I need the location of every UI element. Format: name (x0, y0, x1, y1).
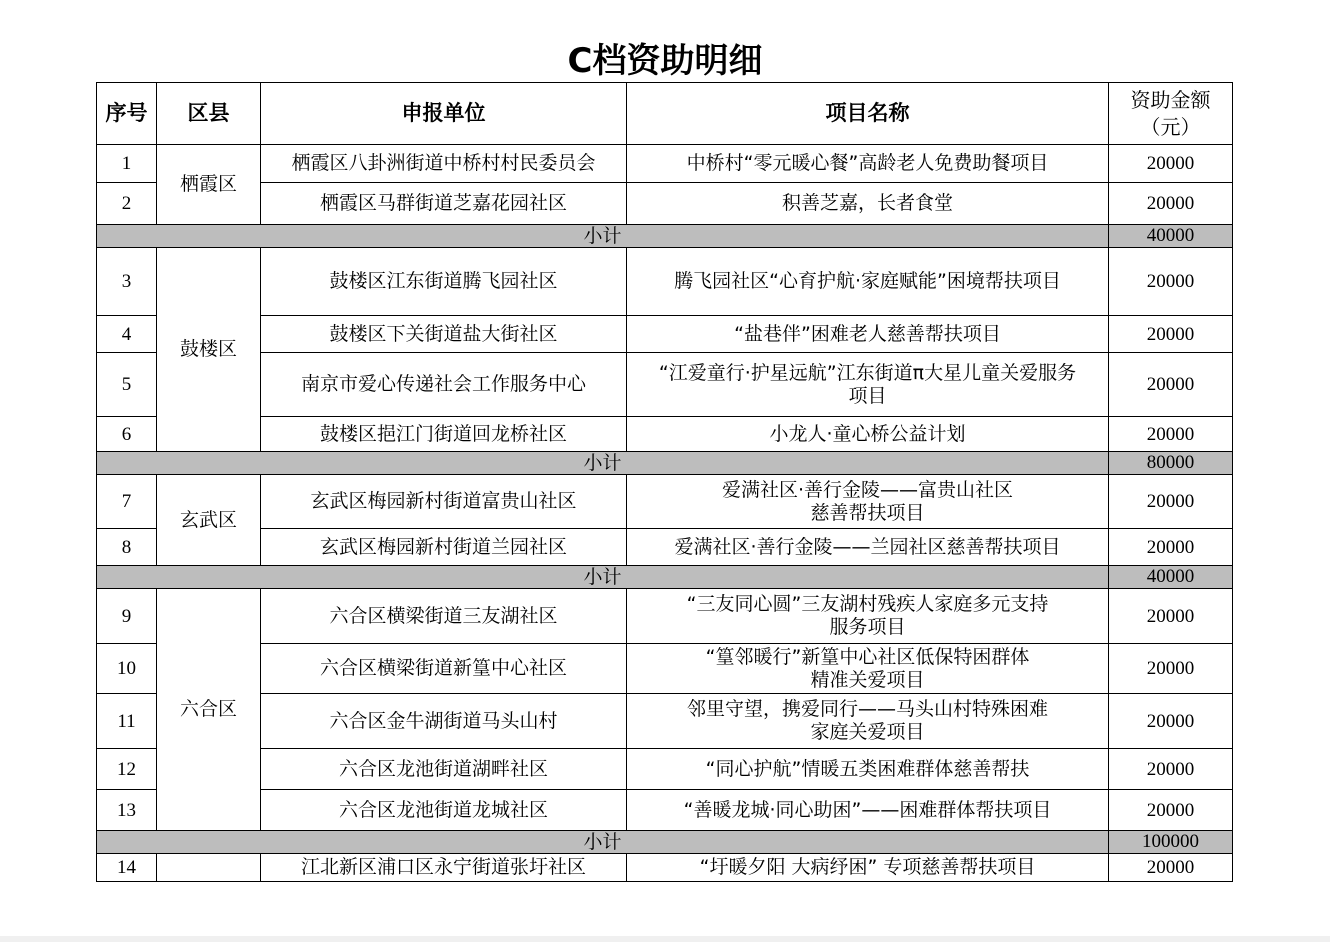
unit-cell: 江北新区浦口区永宁街道张圩社区 (261, 854, 627, 882)
district-cell (157, 854, 261, 882)
table-body (97, 145, 1233, 882)
unit-cell: 六合区横梁街道新篁中心社区 (261, 644, 627, 694)
amount-cell: 20000 (1109, 694, 1233, 749)
project-cell (627, 183, 1109, 225)
project-cell (627, 644, 1109, 694)
subtotal-row (97, 566, 1233, 589)
project-line: 爱满社区·善行金陵——兰园社区慈善帮扶项目 (674, 535, 1061, 558)
subtotal-label: 小计 (97, 452, 1109, 475)
project-line: 慈善帮扶项目 (810, 501, 925, 524)
district-cell: 鼓楼区 (157, 248, 261, 452)
row-index: 8 (97, 529, 157, 566)
amount-cell: 20000 (1109, 749, 1233, 790)
project-line: “三友同心圆”三友湖村残疾人家庭多元支持 (686, 593, 1049, 615)
unit-cell: 南京市爱心传递社会工作服务中心 (261, 353, 627, 417)
row-index: 6 (97, 417, 157, 452)
page-bottom-band (0, 936, 1330, 942)
table-row (97, 316, 1233, 353)
project-cell (627, 475, 1109, 529)
amount-cell: 20000 (1109, 145, 1233, 183)
project-line: “圩暖夕阳 大病纾困” 专项慈善帮扶项目 (699, 856, 1036, 878)
project-line: 中桥村“零元暖心餐”高龄老人免费助餐项目 (686, 152, 1049, 174)
amount-cell: 20000 (1109, 248, 1233, 316)
project-cell (627, 248, 1109, 316)
project-line: “盐巷伴”困难老人慈善帮扶项目 (734, 322, 1001, 345)
row-index: 1 (97, 145, 157, 183)
subtotal-amount: 40000 (1109, 566, 1233, 589)
project-line: 邻里守望，携爱同行——马头山村特殊困难 (686, 698, 1048, 720)
unit-cell: 鼓楼区挹江门街道回龙桥社区 (261, 417, 627, 452)
project-line: 积善芝嘉，长者食堂 (781, 192, 953, 214)
row-index: 10 (97, 644, 157, 694)
project-line: 腾飞园社区“心育护航·家庭赋能”困境帮扶项目 (674, 270, 1061, 292)
header-index: 序号 (97, 83, 157, 145)
page-title: C档资助明细 (567, 41, 763, 81)
header-amount-line2: （元） (1140, 114, 1201, 139)
district-cell: 六合区 (157, 589, 261, 831)
grant-detail-table (96, 82, 1233, 882)
subtotal-amount: 100000 (1109, 831, 1233, 854)
unit-cell: 六合区龙池街道湖畔社区 (261, 749, 627, 790)
project-line: 精准关爱项目 (810, 668, 925, 691)
unit-cell: 栖霞区马群街道芝嘉花园社区 (261, 183, 627, 225)
unit-cell: 玄武区梅园新村街道兰园社区 (261, 529, 627, 566)
project-cell (627, 529, 1109, 566)
project-cell (627, 417, 1109, 452)
row-index: 7 (97, 475, 157, 529)
project-cell (627, 749, 1109, 790)
amount-cell: 20000 (1109, 790, 1233, 831)
project-line: “同心护航”情暖五类困难群体慈善帮扶 (705, 757, 1030, 780)
amount-cell: 20000 (1109, 417, 1233, 452)
row-index: 13 (97, 790, 157, 831)
amount-cell: 20000 (1109, 529, 1233, 566)
header-row (97, 83, 1233, 145)
subtotal-amount: 80000 (1109, 452, 1233, 475)
subtotal-label: 小计 (97, 566, 1109, 589)
project-cell (627, 353, 1109, 417)
unit-cell: 栖霞区八卦洲街道中桥村村民委员会 (261, 145, 627, 183)
project-line: 家庭关爱项目 (810, 721, 925, 743)
row-index: 2 (97, 183, 157, 225)
subtotal-amount: 40000 (1109, 225, 1233, 248)
table-row (97, 790, 1233, 831)
row-index: 9 (97, 589, 157, 644)
header-unit: 申报单位 (261, 83, 627, 145)
amount-cell: 20000 (1109, 316, 1233, 353)
row-index: 12 (97, 749, 157, 790)
row-index: 11 (97, 694, 157, 749)
table-row (97, 475, 1233, 529)
project-cell (627, 854, 1109, 882)
unit-cell: 鼓楼区下关街道盐大街社区 (261, 316, 627, 353)
amount-cell: 20000 (1109, 644, 1233, 694)
table-row (97, 529, 1233, 566)
table-row (97, 417, 1233, 452)
amount-cell: 20000 (1109, 183, 1233, 225)
row-index: 3 (97, 248, 157, 316)
project-line: 项目 (848, 384, 887, 407)
amount-cell: 20000 (1109, 475, 1233, 529)
project-line: “篁邻暖行”新篁中心社区低保特困群体 (705, 645, 1030, 668)
amount-cell: 20000 (1109, 353, 1233, 417)
header-district: 区县 (157, 83, 261, 145)
project-cell (627, 145, 1109, 183)
table-row (97, 749, 1233, 790)
project-cell (627, 589, 1109, 644)
table-row (97, 248, 1233, 316)
header-amount (1109, 83, 1233, 145)
amount-cell: 20000 (1109, 589, 1233, 644)
unit-cell: 鼓楼区江东街道腾飞园社区 (261, 248, 627, 316)
unit-cell: 玄武区梅园新村街道富贵山社区 (261, 475, 627, 529)
table-row (97, 589, 1233, 644)
header-project: 项目名称 (627, 83, 1109, 145)
project-line: 服务项目 (829, 616, 906, 638)
row-index: 4 (97, 316, 157, 353)
unit-cell: 六合区金牛湖街道马头山村 (261, 694, 627, 749)
amount-cell: 20000 (1109, 854, 1233, 882)
district-cell: 玄武区 (157, 475, 261, 566)
table-row (97, 694, 1233, 749)
district-cell: 栖霞区 (157, 145, 261, 225)
subtotal-label: 小计 (97, 831, 1109, 854)
project-cell (627, 694, 1109, 749)
project-line: “江爱童行·护星远航”江东街道π大星儿童关爱服务 (658, 361, 1077, 384)
table-row (97, 854, 1233, 882)
subtotal-row (97, 831, 1233, 854)
project-line: “善暖龙城·同心助困”——困难群体帮扶项目 (683, 798, 1052, 821)
subtotal-label: 小计 (97, 225, 1109, 248)
row-index: 5 (97, 353, 157, 417)
subtotal-row (97, 225, 1233, 248)
project-cell (627, 790, 1109, 831)
unit-cell: 六合区龙池街道龙城社区 (261, 790, 627, 831)
table-row (97, 145, 1233, 183)
table-row (97, 353, 1233, 417)
table-row (97, 644, 1233, 694)
project-line: 爱满社区·善行金陵——富贵山社区 (721, 478, 1014, 501)
unit-cell: 六合区横梁街道三友湖社区 (261, 589, 627, 644)
subtotal-row (97, 452, 1233, 475)
header-amount-line1: 资助金额 (1130, 87, 1211, 112)
row-index: 14 (97, 854, 157, 882)
table-row (97, 183, 1233, 225)
project-line: 小龙人·童心桥公益计划 (769, 422, 966, 445)
project-cell (627, 316, 1109, 353)
